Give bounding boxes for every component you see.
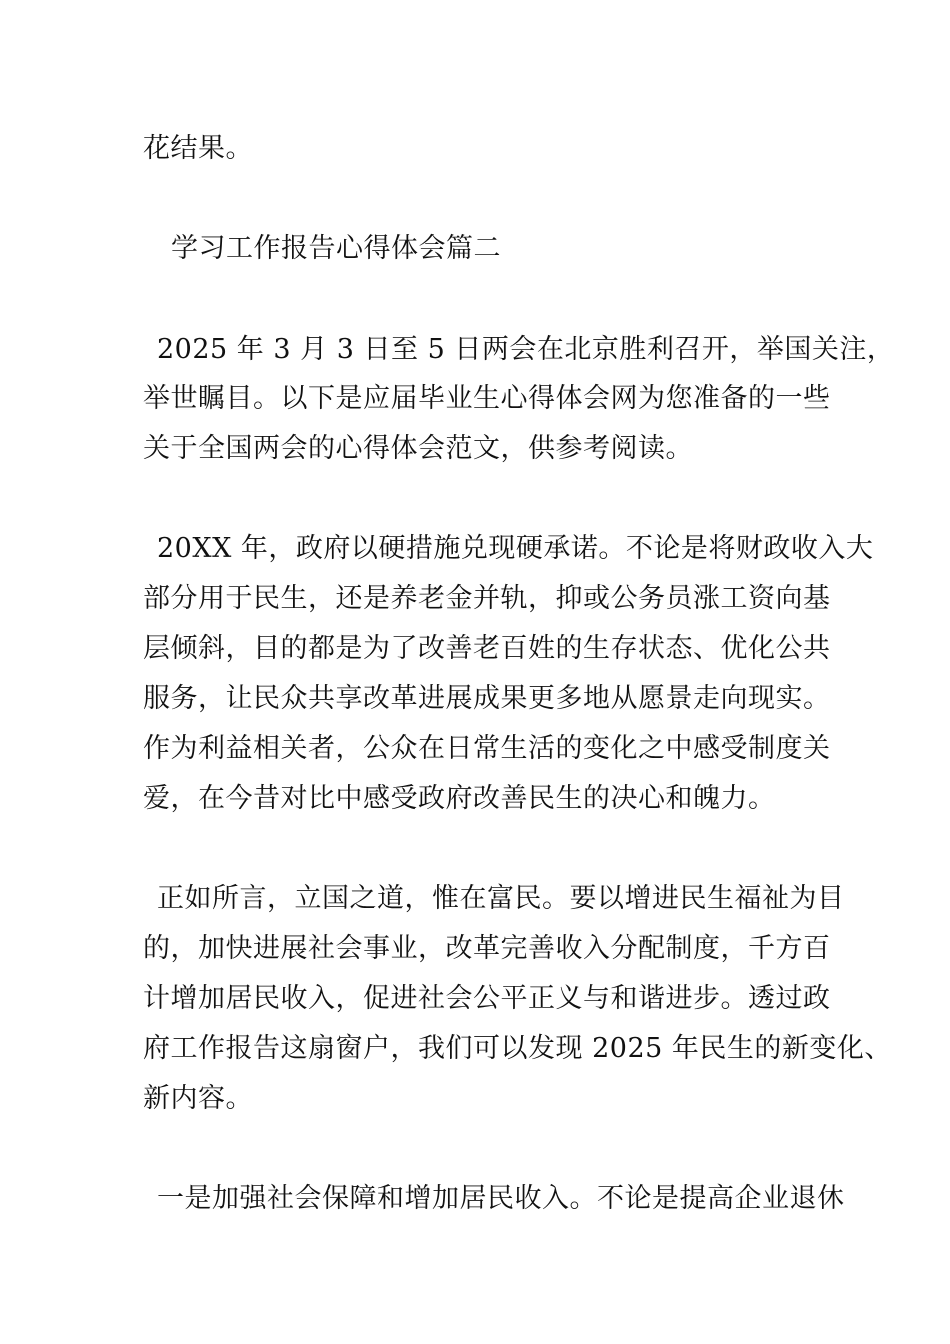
text-line: 关于全国两会的心得体会范文，供参考阅读。 [143, 433, 693, 464]
text-line: 举世瞩目。以下是应届毕业生心得体会网为您准备的一些 [143, 383, 831, 414]
text-line: 的，加快进展社会事业，改革完善收入分配制度，千方百 [143, 933, 831, 964]
text-line: 作为利益相关者，公众在日常生活的变化之中感受制度关 [143, 733, 831, 764]
text-line: 计增加居民收入，促进社会公平正义与和谐进步。透过政 [143, 983, 831, 1014]
text-line: 一是加强社会保障和增加居民收入。不论是提高企业退休 [157, 1183, 845, 1214]
section-heading: 学习工作报告心得体会篇二 [171, 233, 501, 264]
text-line: 新内容。 [143, 1083, 253, 1114]
text-line: 府工作报告这扇窗户，我们可以发现 2025 年民生的新变化、 [143, 1033, 892, 1064]
text-line: 正如所言，立国之道，惟在富民。要以增进民生福祉为目 [157, 883, 845, 914]
text-line: 2025 年 3 月 3 日至 5 日两会在北京胜利召开，举国关注， [157, 334, 895, 365]
text-line: 层倾斜，目的都是为了改善老百姓的生存状态、优化公共 [143, 633, 831, 664]
text-line: 部分用于民生，还是养老金并轨，抑或公务员涨工资向基 [143, 583, 831, 614]
text-line: 爱，在今昔对比中感受政府改善民生的决心和魄力。 [143, 783, 776, 814]
text-line: 服务，让民众共享改革进展成果更多地从愿景走向现实。 [143, 683, 831, 714]
text-line-fragment: 花结果。 [143, 133, 253, 164]
text-line: 20XX 年，政府以硬措施兑现硬承诺。不论是将财政收入大 [157, 533, 874, 564]
